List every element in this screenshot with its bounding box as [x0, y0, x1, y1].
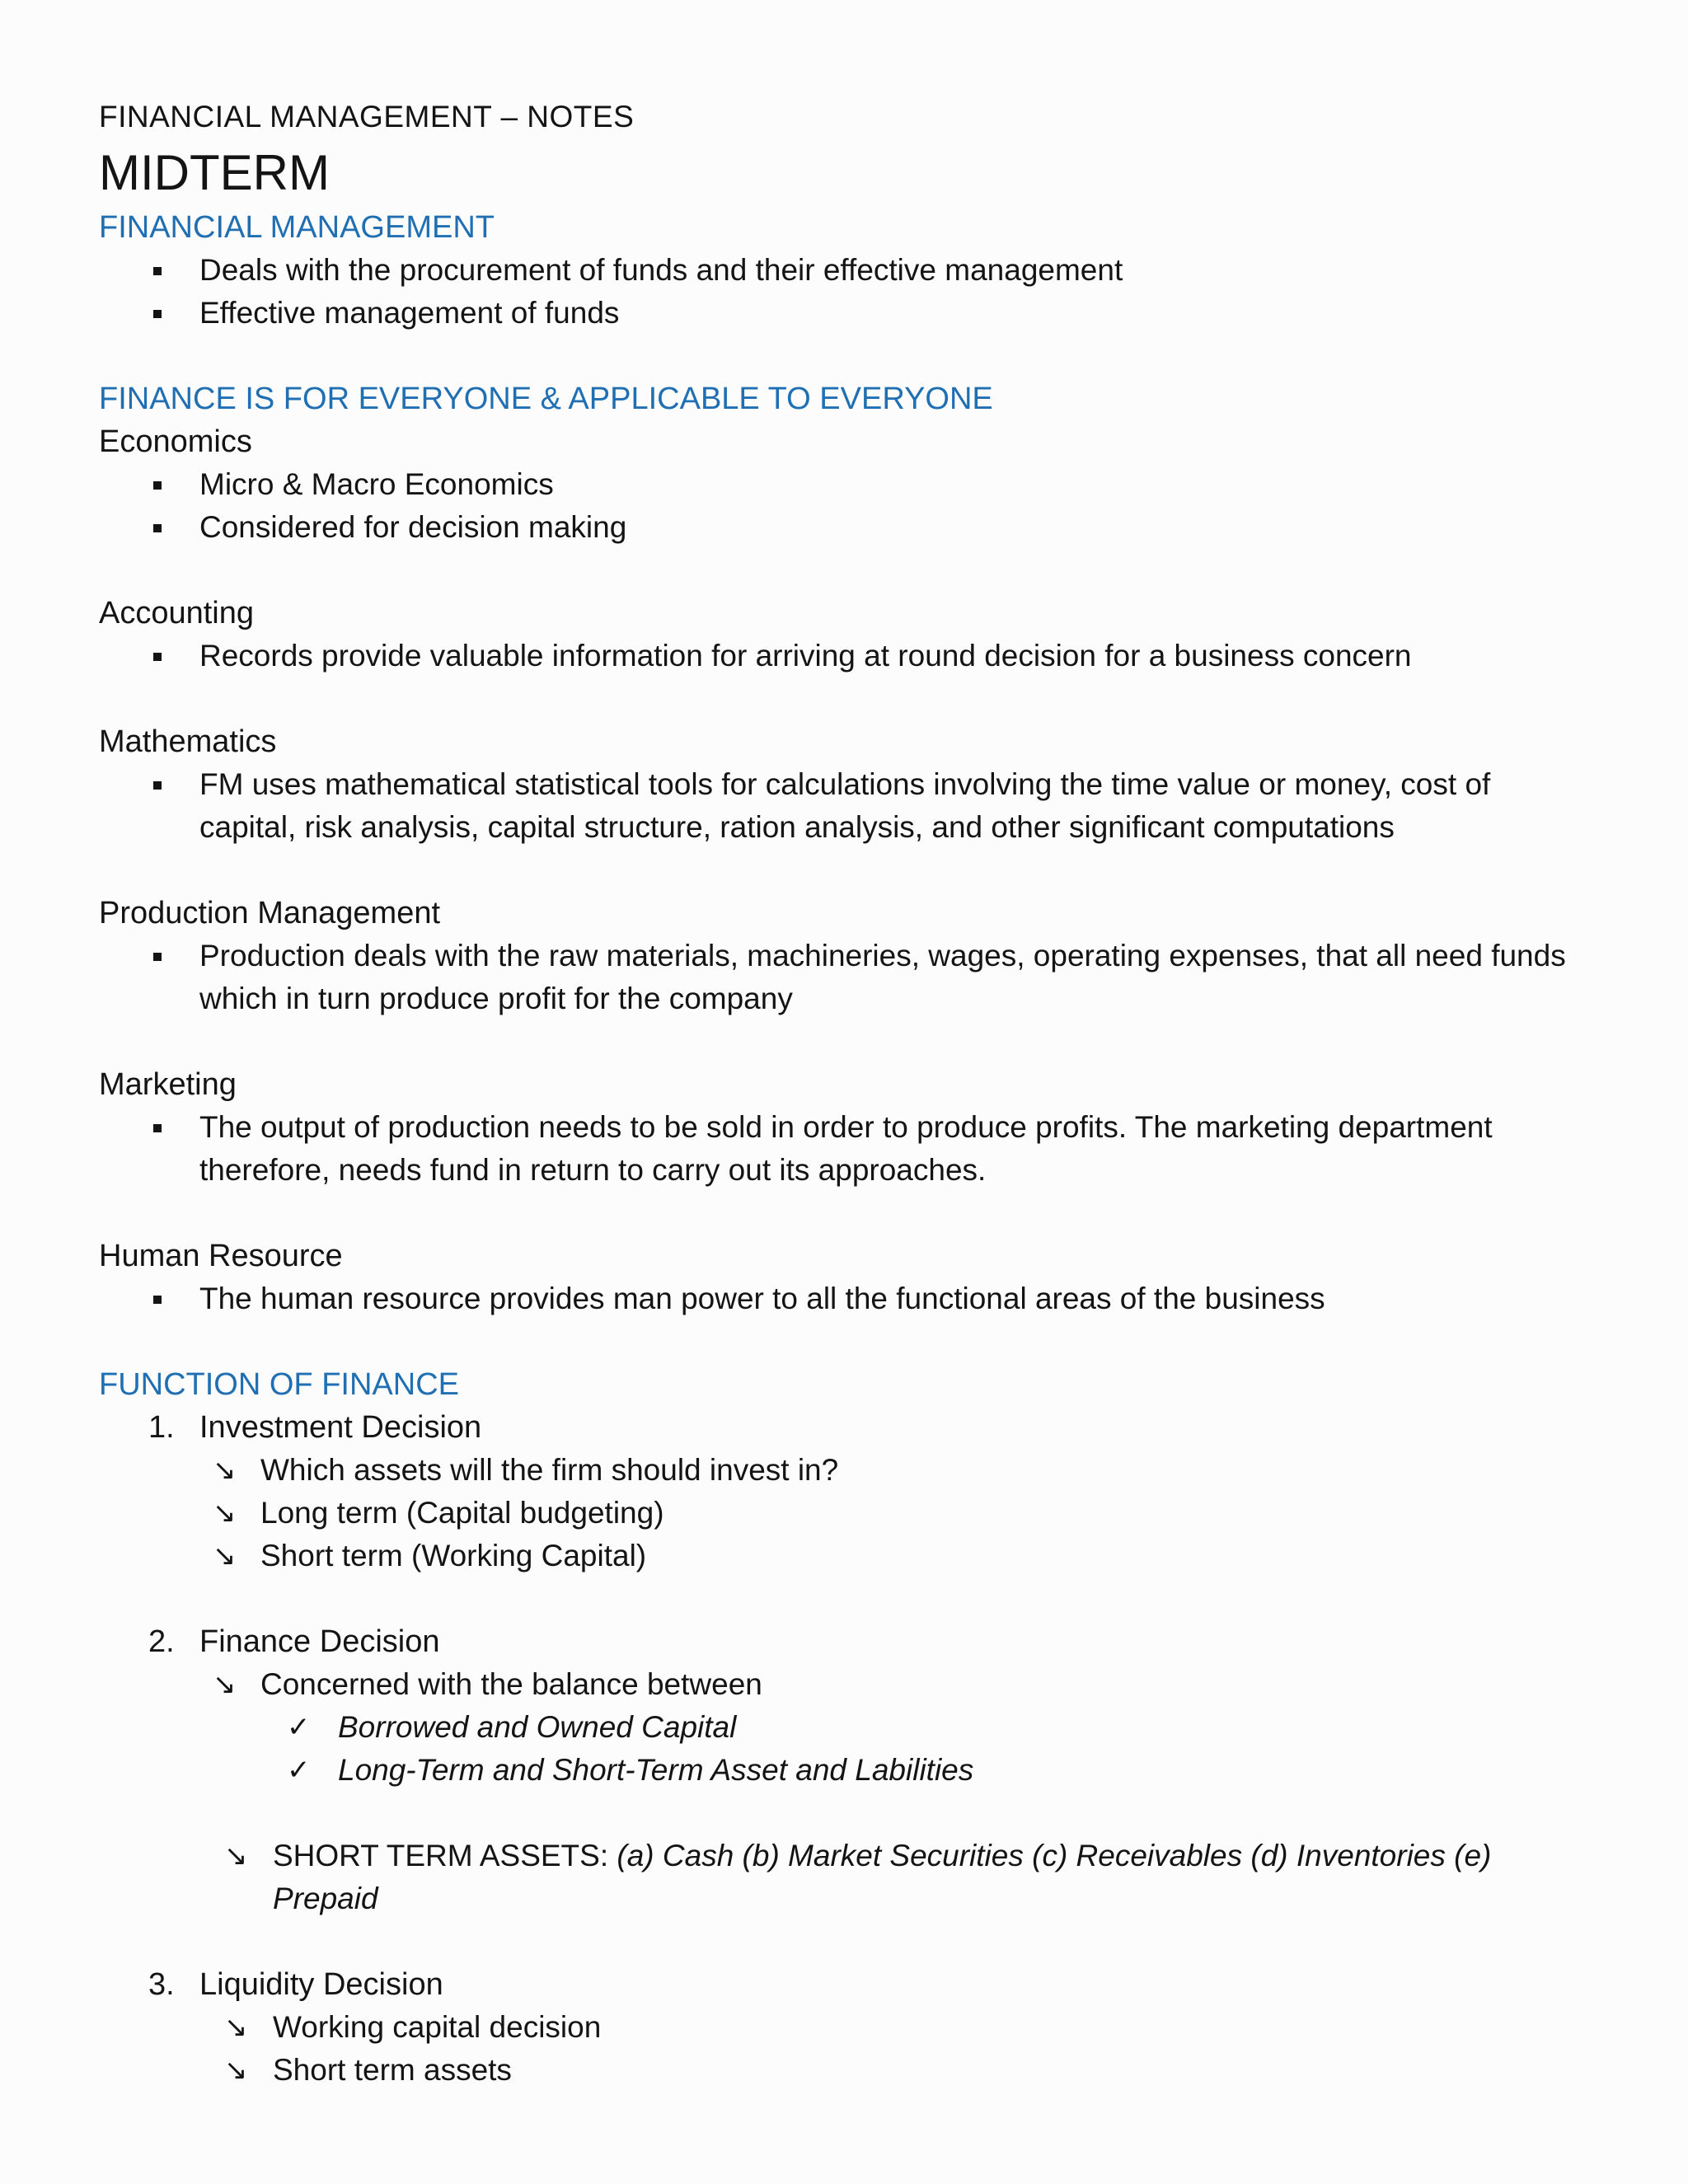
check-list-item: ✓ Borrowed and Owned Capital [99, 1706, 1589, 1749]
list-item: The human resource provides man power to all the functional areas of the business [99, 1277, 1589, 1320]
human-resource-list [99, 1277, 1589, 1320]
financial-management-list [99, 249, 1589, 335]
item-number: 2. [148, 1624, 175, 1659]
subheading-production-management: Production Management [99, 896, 441, 930]
numbered-heading-investment-decision: 1. Investment Decision [99, 1406, 1589, 1449]
subheading-human-resource: Human Resource [99, 1239, 343, 1273]
list-item: Records provide valuable information for arriving at round decision for a business concern [99, 635, 1589, 677]
list-item: FM uses mathematical statistical tools for calculations involving the time value or money, cost of capital, risk analysis, capital structure, ration analysis, and other significant computations [99, 763, 1589, 849]
square-bullet-icon [153, 267, 162, 275]
arrow-down-right-icon: ↘ [213, 1497, 237, 1529]
numbered-heading-liquidity-decision: 3. Liquidity Decision [99, 1963, 1589, 2006]
arrow-down-right-icon: ↘ [213, 1540, 237, 1572]
arrow-down-right-icon: ↘ [213, 1669, 237, 1700]
item-number: 1. [148, 1410, 175, 1445]
section-heading-financial-management: FINANCIAL MANAGEMENT [99, 210, 495, 245]
list-item: ↘ Short term (Working Capital) [99, 1535, 1589, 1577]
marketing-list [99, 1106, 1589, 1192]
numbered-heading-finance-decision: 2. Finance Decision [99, 1620, 1589, 1663]
list-item: ↘ Concerned with the balance between [99, 1663, 1589, 1706]
check-mark-icon: ✓ [287, 1712, 311, 1743]
list-item: ↘ Short term assets [99, 2049, 1589, 2092]
arrow-down-right-icon: ↘ [224, 2055, 248, 2086]
short-term-assets-item [99, 1835, 1589, 1920]
list-item: Deals with the procurement of funds and their effective management [99, 249, 1589, 292]
subheading-economics: Economics [99, 424, 252, 459]
list-item: The output of production needs to be sold in order to produce profits. The marketing department therefore, needs fund in return to carry out its approaches. [99, 1106, 1589, 1192]
square-bullet-icon [153, 1296, 162, 1304]
accounting-list [99, 635, 1589, 677]
square-bullet-icon [153, 653, 162, 661]
list-item: ↘ Working capital decision [99, 2006, 1589, 2049]
section-heading-finance-for-everyone: FINANCE IS FOR EVERYONE & APPLICABLE TO EVERYONE [99, 382, 993, 416]
short-term-assets-text: (a) Cash (b) Market Securities (c) Receivables (d) Inventories (e) [617, 1839, 1492, 1872]
short-term-assets-continued: Prepaid [273, 1882, 378, 1915]
square-bullet-icon [153, 1124, 162, 1132]
document-label: FINANCIAL MANAGEMENT – NOTES [99, 100, 635, 134]
document-title: MIDTERM [99, 145, 330, 200]
check-list-item: ✓ Long-Term and Short-Term Asset and Labilities [99, 1749, 1589, 1792]
section-heading-function-of-finance: FUNCTION OF FINANCE [99, 1367, 459, 1402]
list-item: Considered for decision making [99, 506, 1589, 549]
square-bullet-icon [153, 310, 162, 318]
arrow-down-right-icon: ↘ [224, 1840, 248, 1872]
arrow-down-right-icon: ↘ [213, 1455, 237, 1486]
list-item: Effective management of funds [99, 292, 1589, 335]
square-bullet-icon [153, 524, 162, 532]
mathematics-list [99, 763, 1589, 849]
list-item: ↘ Long term (Capital budgeting) [99, 1492, 1589, 1535]
subheading-mathematics: Mathematics [99, 724, 277, 759]
subheading-marketing: Marketing [99, 1067, 237, 1102]
list-item: Micro & Macro Economics [99, 463, 1589, 506]
check-mark-icon: ✓ [287, 1755, 311, 1786]
item-number: 3. [148, 1967, 175, 2002]
square-bullet-icon [153, 781, 162, 790]
economics-list [99, 463, 1589, 549]
subheading-accounting: Accounting [99, 596, 255, 630]
square-bullet-icon [153, 953, 162, 961]
square-bullet-icon [153, 481, 162, 490]
list-item: Production deals with the raw materials, machineries, wages, operating expenses, that all need funds which in turn produce profit for the company [99, 935, 1589, 1020]
arrow-down-right-icon: ↘ [224, 2012, 248, 2043]
list-item: ↘ Which assets will the firm should invest in? [99, 1449, 1589, 1492]
production-list [99, 935, 1589, 1020]
short-term-assets-label: SHORT TERM ASSETS: [273, 1839, 617, 1872]
